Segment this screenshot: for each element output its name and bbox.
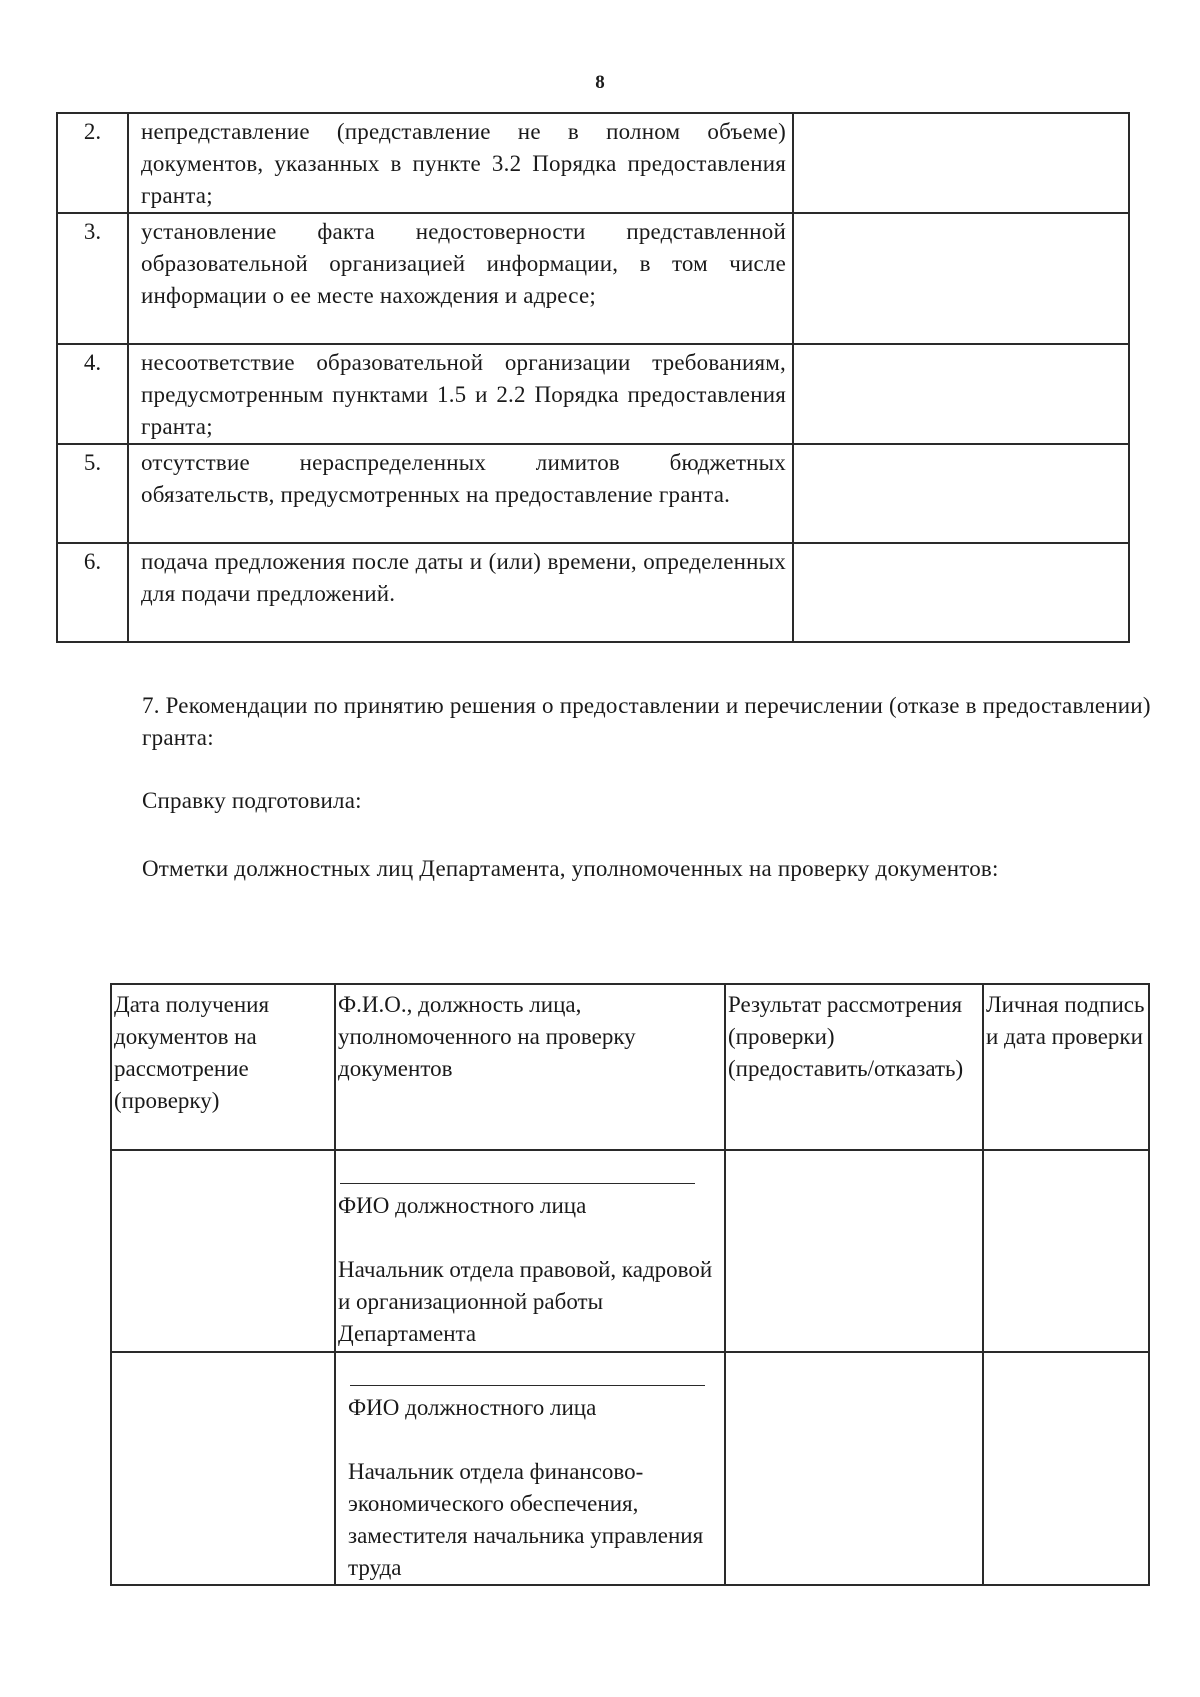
criteria-table [56,112,1130,643]
table-row [57,113,1129,213]
criterion-text: непредставление (представление не в полном объеме) документов, указанных в пункте 3.2 Порядка предоставления гранта; [128,113,793,213]
official-position: Начальник отдела правовой, кадровой и организационной работы Департамента [338,1257,713,1346]
official-name: ФИО должностного лица [348,1395,597,1420]
signature-cell [983,1352,1149,1585]
result-cell [725,1150,983,1352]
page-number: 8 [595,72,605,93]
header-review-result: Результат рассмотрения (проверки) (предоставить/отказать) [725,984,983,1150]
row-number: 5. [57,444,128,543]
officials-note: Отметки должностных лиц Департамента, уполномоченных на проверку документов: [142,856,999,881]
empty-cell [793,444,1129,543]
prepared-by-label: Справку подготовила: [142,788,362,813]
table-header-row [111,984,1149,1150]
row-number: 4. [57,344,128,444]
row-number: 6. [57,543,128,642]
criterion-text: несоответствие образовательной организации требованиям, предусмотренным пунктами 1.5 и 2.2 Порядка предоставления гранта; [128,344,793,444]
official-name: ФИО должностного лица [338,1193,587,1218]
table-row [57,543,1129,642]
criterion-text: установление факта недостоверности представленной образовательной организацией информации, в том числе информации о ее месте нахождения и адресе; [128,213,793,344]
table-row [57,344,1129,444]
table-row [57,444,1129,543]
empty-cell [793,113,1129,213]
row-number: 2. [57,113,128,213]
empty-cell [793,344,1129,444]
table-row [111,1352,1149,1585]
empty-cell [793,543,1129,642]
table-row [111,1150,1149,1352]
header-date-received: Дата получения документов на рассмотрение (проверку) [111,984,335,1150]
empty-cell [793,213,1129,344]
officials-table [110,983,1150,1586]
header-official-name: Ф.И.О., должность лица, уполномоченного на проверку документов [335,984,725,1150]
row-number: 3. [57,213,128,344]
header-signature-date: Личная подпись и дата проверки [983,984,1149,1150]
result-cell [725,1352,983,1585]
signature-line [340,1183,695,1184]
table-row [57,213,1129,344]
date-cell [111,1352,335,1585]
official-cell [335,1352,725,1585]
signature-line [350,1385,705,1386]
official-position: Начальник отдела финансово-экономического обеспечения, заместителя начальника управления труда [348,1459,704,1580]
section-7-recommendations: 7. Рекомендации по принятию решения о предоставлении и перечислении (отказе в предоставлении) гранта: [142,693,1151,750]
signature-cell [983,1150,1149,1352]
criterion-text: подача предложения после даты и (или) времени, определенных для подачи предложений. [128,543,793,642]
date-cell [111,1150,335,1352]
criterion-text: отсутствие нераспределенных лимитов бюджетных обязательств, предусмотренных на предоставление гранта. [128,444,793,543]
official-cell [335,1150,725,1352]
